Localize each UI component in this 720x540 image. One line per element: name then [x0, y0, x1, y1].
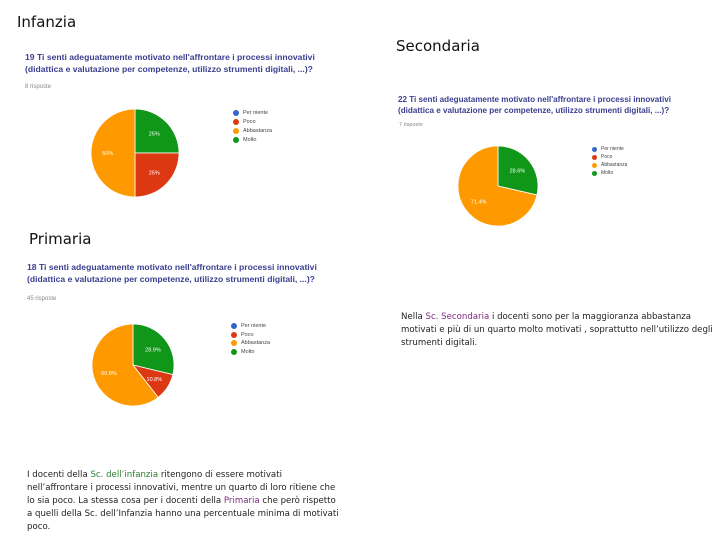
heading-primaria: Primaria: [29, 230, 92, 248]
heading-infanzia: Infanzia: [17, 13, 77, 31]
legend-item: [231, 322, 270, 331]
legend-label: Molto: [243, 136, 257, 143]
legend-primaria: [231, 322, 270, 356]
legend-swatch: [231, 332, 237, 338]
highlight-infanzia: Sc. dell’infanzia: [90, 470, 159, 480]
highlight-primaria: Primaria: [223, 495, 260, 506]
legend-swatch: [233, 110, 239, 116]
legend-label: Abbastanza: [241, 340, 271, 347]
pie-label: 60.8%: [101, 371, 117, 378]
heading-secondaria: Secondaria: [396, 37, 480, 55]
pie-label: 28.9%: [145, 347, 161, 354]
legend-item: [231, 331, 270, 340]
legend-swatch: [233, 137, 239, 143]
legend-label: Per niente: [601, 146, 624, 152]
legend-item: [592, 153, 627, 161]
legend-label: Abbastanza: [601, 162, 628, 168]
legend-swatch: [231, 349, 237, 355]
legend-item: [233, 135, 272, 144]
pie-chart-primaria: [91, 323, 175, 407]
legend-swatch: [231, 340, 237, 346]
legend-swatch: [592, 147, 597, 152]
pie-chart-secondaria: [457, 145, 539, 227]
pie-label: 71.4%: [470, 199, 487, 206]
pie-label: 28.6%: [509, 168, 526, 175]
response-count-infanzia: 8 risposte: [25, 84, 52, 90]
legend-swatch: [231, 323, 237, 329]
legend-item: [231, 348, 270, 357]
legend-item: [233, 126, 272, 135]
legend-label: Per niente: [243, 109, 269, 116]
legend-swatch: [592, 163, 597, 168]
legend-label: Poco: [241, 331, 254, 338]
legend-swatch: [233, 128, 239, 134]
question-title-infanzia: 19 Ti senti adeguatamente motivato nell'affrontare i processi innovativi (didattica e valutazione per competenze, utilizzo strumenti digitali, ...)?: [25, 52, 315, 74]
pie-chart-infanzia: [90, 108, 180, 198]
legend-label: Per niente: [241, 323, 267, 330]
question-title-secondaria: 22 Ti senti adeguatamente motivato nell'affrontare i processi innovativi (didattica e valutazione per competenze, utilizzo strumenti digitali, ...)?: [398, 95, 671, 115]
legend-label: Molto: [241, 348, 255, 355]
response-count-primaria: 45 risposte: [27, 296, 57, 302]
legend-item: [592, 161, 627, 169]
legend-item: [592, 169, 627, 177]
legend-item: [231, 339, 270, 348]
paragraph-infanzia-primaria: I docenti della Sc. dell’infanzia ritengono di essere motivati nell’affrontare i processi innovativi, mentre un quarto di loro ritiene che lo sia poco. La stessa cosa per i docenti della Primaria che però rispetto a quelli della Sc. dell’Infanzia hanno una percentuale minima di motivati poco.: [27, 470, 339, 532]
legend-label: Poco: [601, 154, 613, 160]
legend-infanzia: [233, 108, 272, 144]
pie-label: 25%: [148, 170, 160, 177]
legend-label: Poco: [243, 118, 256, 125]
response-count-secondaria: 7 risposte: [399, 122, 423, 128]
legend-swatch: [592, 155, 597, 160]
legend-label: Abbastanza: [243, 127, 273, 134]
legend-item: [233, 117, 272, 126]
question-title-primaria: 18 Ti senti adeguatamente motivato nell'affrontare i processi innovativi (didattica e valutazione per competenze, utilizzo strumenti digitali, ...)?: [27, 262, 317, 284]
paragraph-secondaria: Nella Sc. Secondaria i docenti sono per la maggioranza abbastanza motivati e più di un quarto molto motivati , soprattutto nell’utilizzo degli strumenti digitali.: [401, 312, 713, 348]
pie-label: 25%: [148, 131, 160, 138]
pie-label: 10.8%: [146, 376, 163, 383]
legend-item: [592, 145, 627, 153]
legend-swatch: [233, 119, 239, 125]
pie-label: 50%: [102, 151, 114, 157]
legend-swatch: [592, 171, 597, 176]
legend-item: [233, 108, 272, 117]
legend-label: Molto: [601, 170, 614, 176]
highlight-secondaria: Sc. Secondaria: [425, 312, 490, 322]
legend-secondaria: [592, 145, 627, 177]
